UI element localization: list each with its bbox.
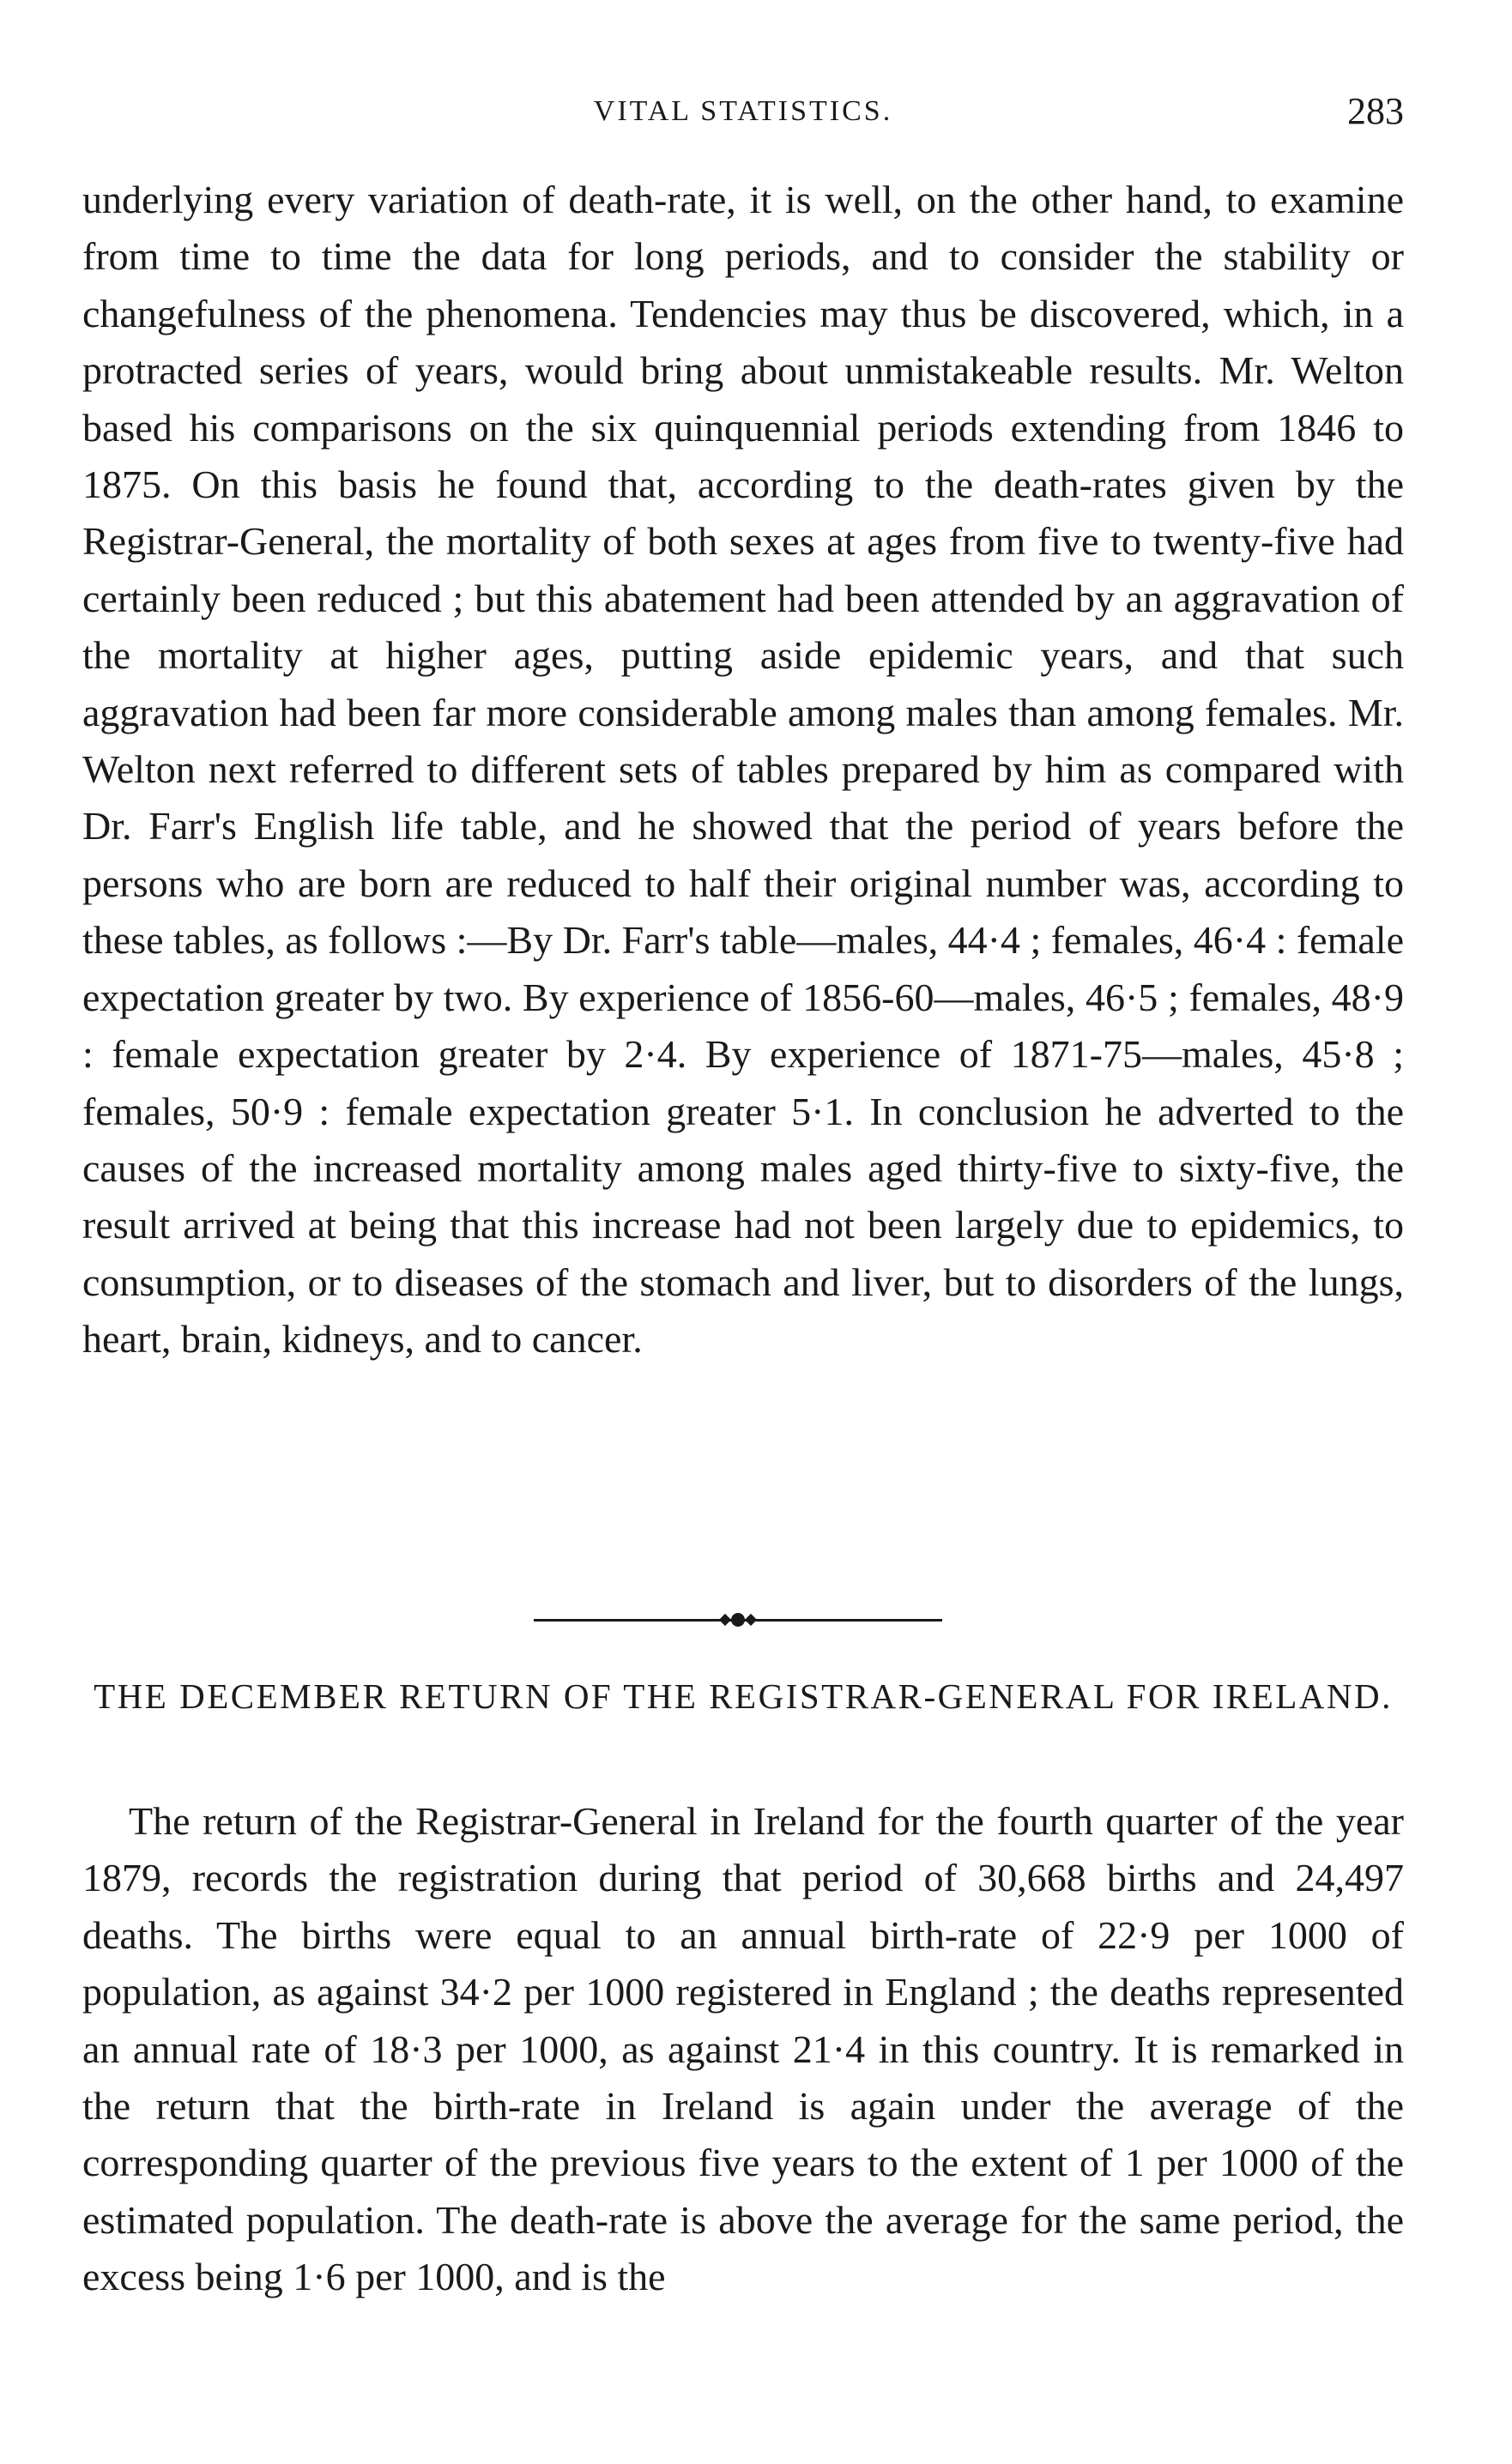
page-number: 283 xyxy=(1347,90,1404,132)
ornament-icon xyxy=(715,1613,761,1627)
ornament-diamond-right-icon xyxy=(745,1614,757,1626)
running-title: VITAL STATISTICS. xyxy=(593,95,893,127)
ornament-diamond-left-icon xyxy=(719,1614,731,1626)
section-heading: THE DECEMBER RETURN OF THE REGISTRAR-GENERAL FOR IRELAND. xyxy=(94,1676,1393,1716)
article-2-paragraph: The return of the Registrar-General in Ireland for the fourth quarter of the year 1879, records the registration during that period of 30,668 births and 24,497 deaths. The births were equal to an annual birth-rate of 22·9 per 1000 of population, as against 34·2 per 1000 registered in England ; the deaths represented an annual rate of 18·3 per 1000, as against 21·4 in this country. It is remarked in the return that the birth-rate in Ireland is again under the average of the corresponding quarter of the previous five years to the extent of 1 per 1000 of the estimated population. The death-rate is above the average for the same period, the excess being 1·6 per 1000, and is the xyxy=(82,1799,1404,2299)
article-1-paragraph: underlying every variation of death-rate, it is well, on the other hand, to examine from time to time the data for long periods, and to consider the stability or changefulness of the phenomena. Tendencies may thus be discovered, which, in a protracted series of years, would bring about unmistakeable results. Mr. Welton based his comparisons on the six quinquennial periods extending from 1846 to 1875. On this basis he found that, according to the death-rates given by the Registrar-General, the mortality of both sexes at ages from five to twenty-five had certainly been reduced ; but this abatement had been attended by an aggravation of the mortality at higher ages, putting aside epidemic years, and that such aggravation had been far more considerable among males than among females. Mr. Welton next referred to different sets of tables prepared by him as compared with Dr. Farr's English life table, and he showed that the period of years before the persons who are born are reduced to half their original number was, according to these tables, as follows :—By Dr. Farr's table—males, 44·4 ; females, 46·4 : female expectation greater by two. By experience of 1856-60—males, 46·5 ; females, 48·9 : female expectation greater by 2·4. By experience of 1871-75—males, 45·8 ; females, 50·9 : female expectation greater 5·1. In conclusion he adverted to the causes of the increased mortality among males aged thirty-five to sixty-five, the result arrived at being that this increase had not been largely due to epidemics, to consumption, or to diseases of the stomach and liver, but to disorders of the lungs, heart, brain, kidneys, and to cancer. xyxy=(82,178,1404,1362)
section-divider xyxy=(534,1611,942,1628)
ornament-center-icon xyxy=(731,1613,745,1627)
running-head xyxy=(82,86,1404,137)
